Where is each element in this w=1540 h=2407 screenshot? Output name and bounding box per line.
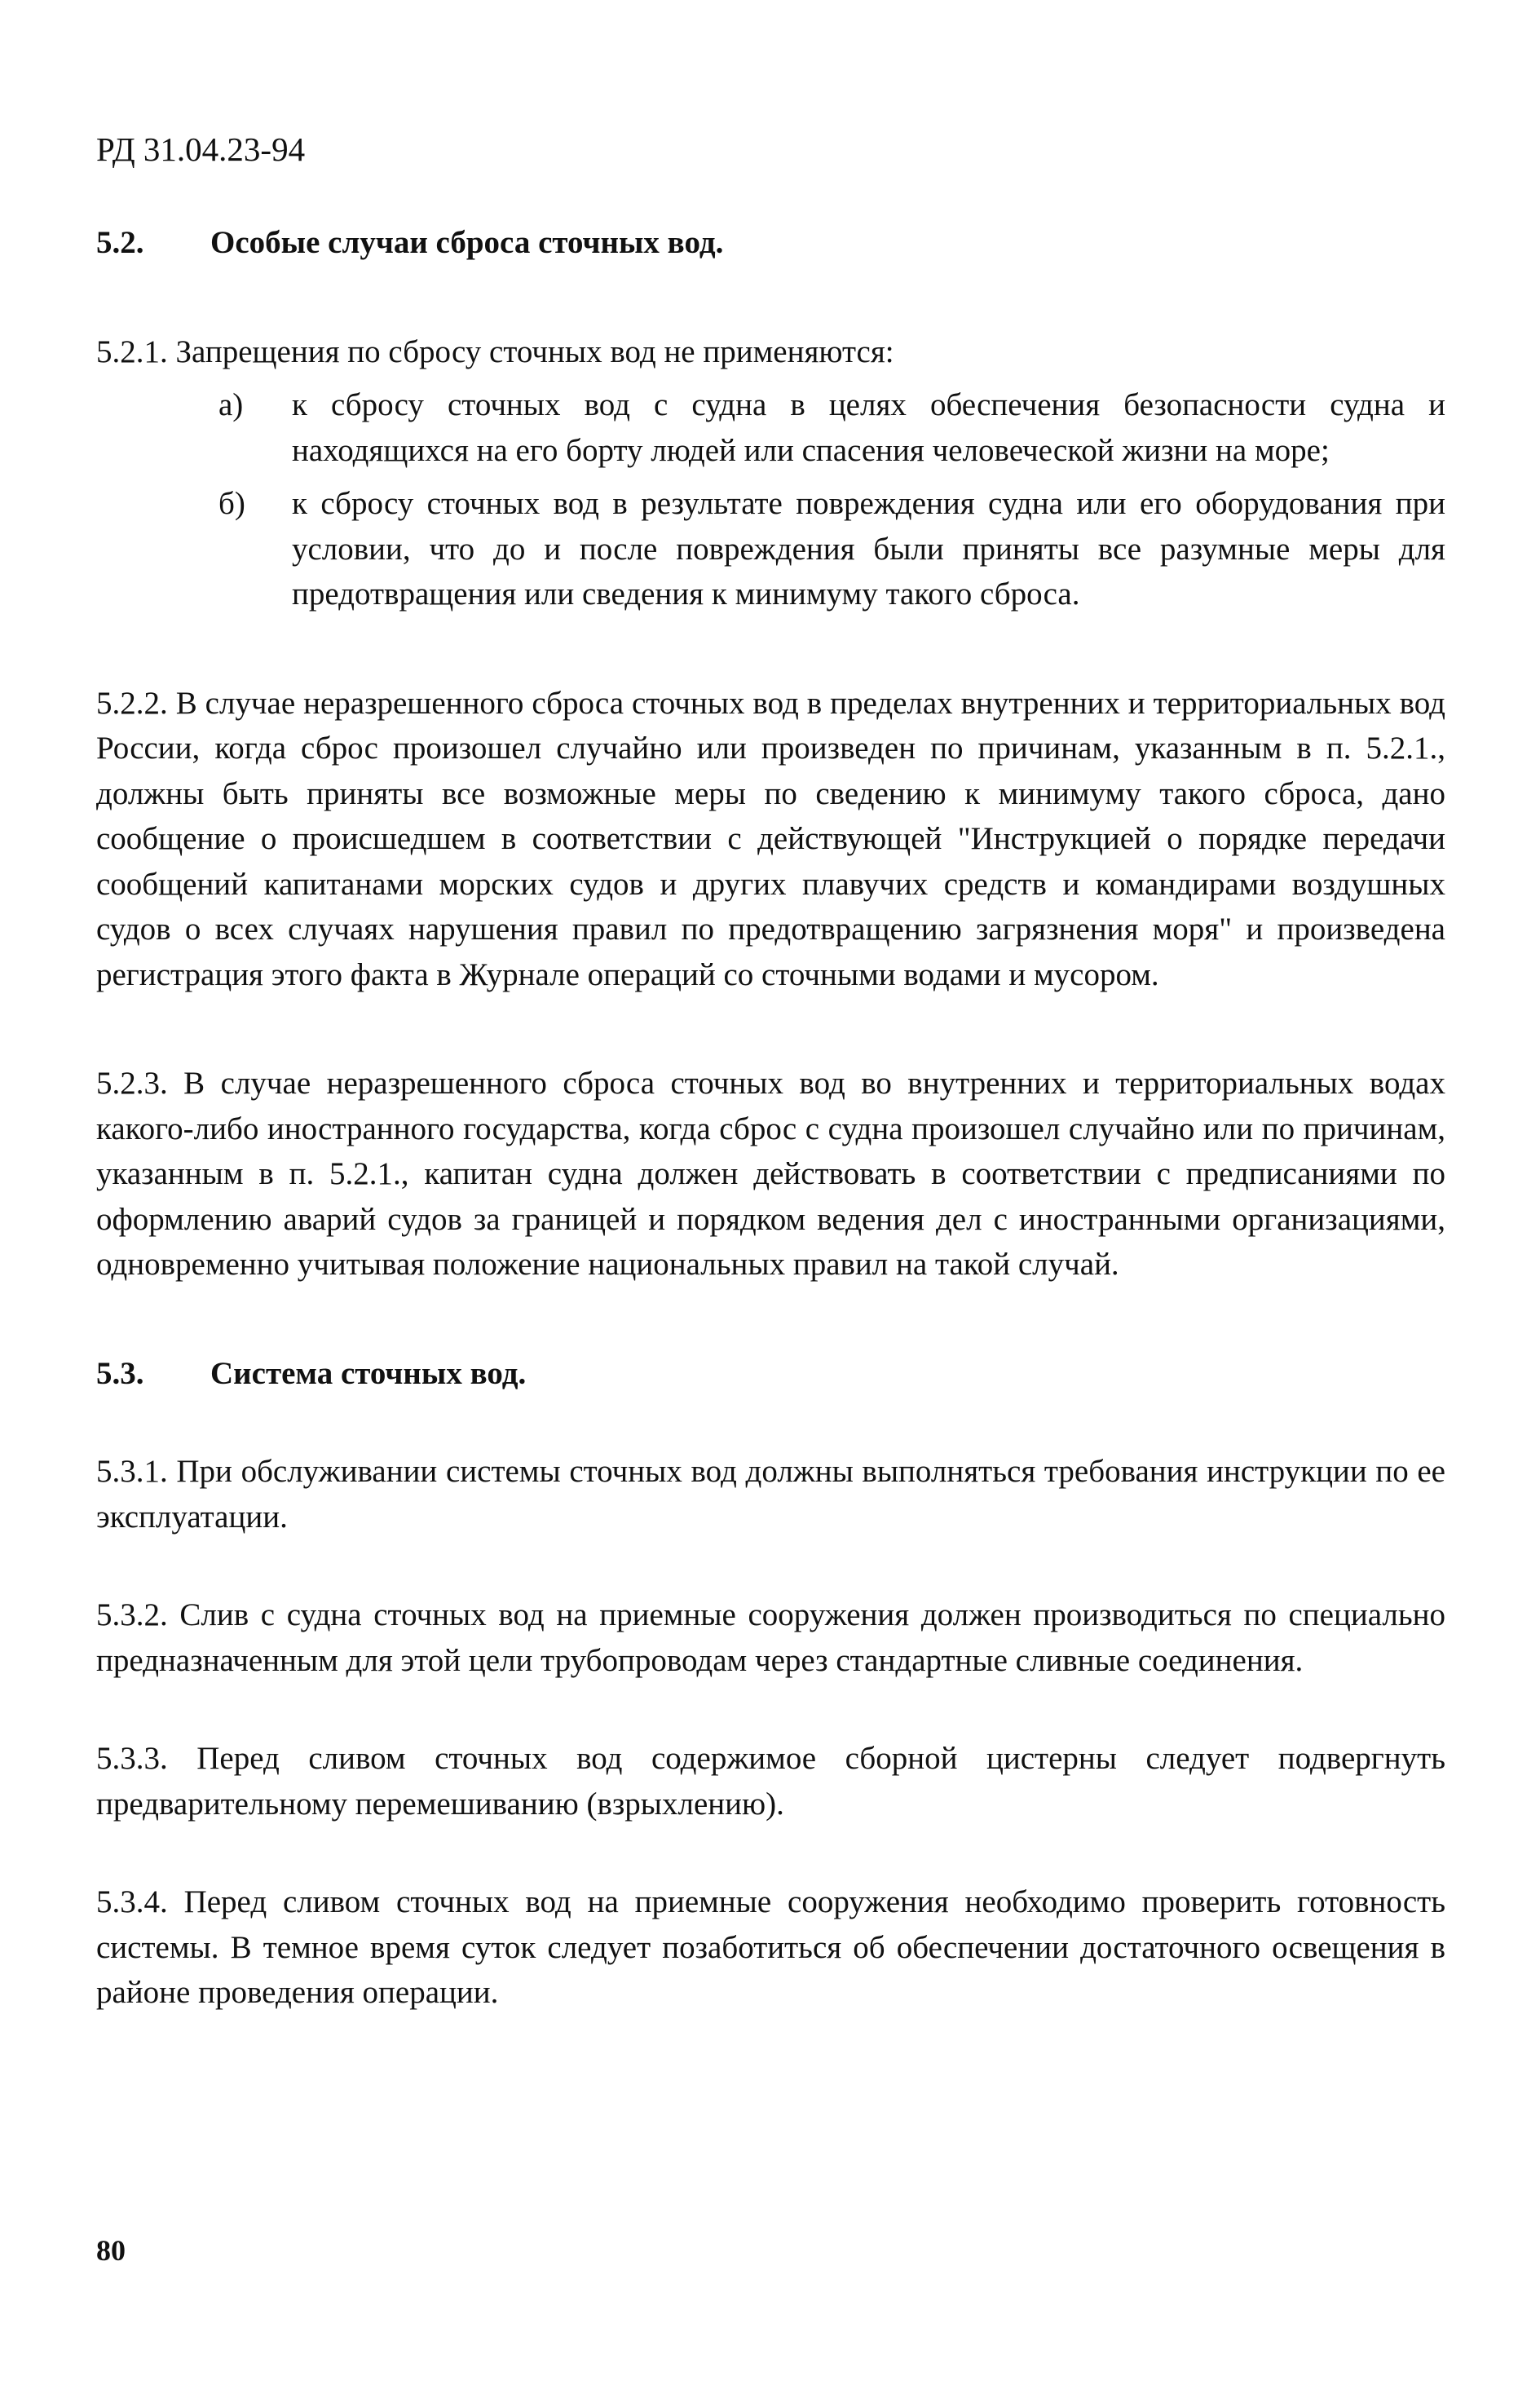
section-number: 5.2. [96,225,144,260]
list-marker: а) [218,387,244,422]
list-item-text: к сбросу сточных вод с судна в целях обеспечения безопасности судна и находящихся на его борту людей или спасения человеческой жизни на море; [292,387,1445,468]
paragraph-5-3-3: 5.3.3. Перед сливом сточных вод содержимое сборной цистерны следует подвергнуть предварительному перемешиванию (взрыхлению). [96,1741,1445,1822]
page-number: 80 [96,2234,126,2267]
paragraph-5-3-1: 5.3.1. При обслуживании системы сточных вод должны выполняться требования инструкции по ее эксплуатации. [96,1454,1445,1535]
list-marker: б) [218,486,245,521]
list-item [96,481,1445,617]
document-code: РД 31.04.23-94 [96,130,306,168]
section-heading-5-2 [96,220,1445,266]
paragraph-5-2-1: 5.2.1. Запрещения по сбросу сточных вод не применяются: [96,333,894,369]
exception-list [96,382,1445,617]
section-title: Система сточных вод. [210,1355,527,1391]
paragraph-5-3-2: 5.3.2. Слив с судна сточных вод на приемные сооружения должен производиться по специально предназначенным для этой цели трубопроводам через стандартные сливные соединения. [96,1597,1445,1678]
section-heading-5-3 [96,1351,1445,1397]
paragraph-5-2-3: 5.2.3. В случае неразрешенного сброса сточных вод во внутренних и территориальных водах какого-либо иностранного государства, когда сброс с судна произошел случайно или по причинам, указанным в п. 5.2.1., капитан судна должен действовать в соответствии с предписаниями по оформлению аварий судов за границей и порядком ведения дел с иностранными организациями, одновременно учитывая положение национальных правил на такой случай. [96,1066,1445,1282]
paragraph-5-2-2: 5.2.2. В случае неразрешенного сброса сточных вод в пределах внутренних и территориальных вод России, когда сброс произошел случайно или произведен по причинам, указанным в п. 5.2.1., должны быть приняты все возможные меры по сведению к минимуму такого сброса, дано сообщение о происшедшем в соответствии с действующей "Инструкцией о порядке передачи сообщений капитанами морских судов и других плавучих средств и командирами воздушных судов о всех случаях нарушения правил по предотвращению загрязнения моря" и произведена регистрация этого факта в Журнале операций со сточными водами и мусором. [96,685,1445,992]
list-item [96,382,1445,473]
list-item-text: к сбросу сточных вод в результате повреждения судна или его оборудования при условии, что до и после повреждения были приняты все разумные меры для предотвращения или сведения к минимуму такого сброса. [292,486,1445,612]
section-title: Особые случаи сброса сточных вод. [210,225,724,260]
section-number: 5.3. [96,1355,144,1391]
paragraph-5-3-4: 5.3.4. Перед сливом сточных вод на приемные сооружения необходимо проверить готовность системы. В темное время суток следует позаботиться об обеспечении достаточного освещения в районе проведения операции. [96,1884,1445,2010]
page-content [96,220,1445,2016]
